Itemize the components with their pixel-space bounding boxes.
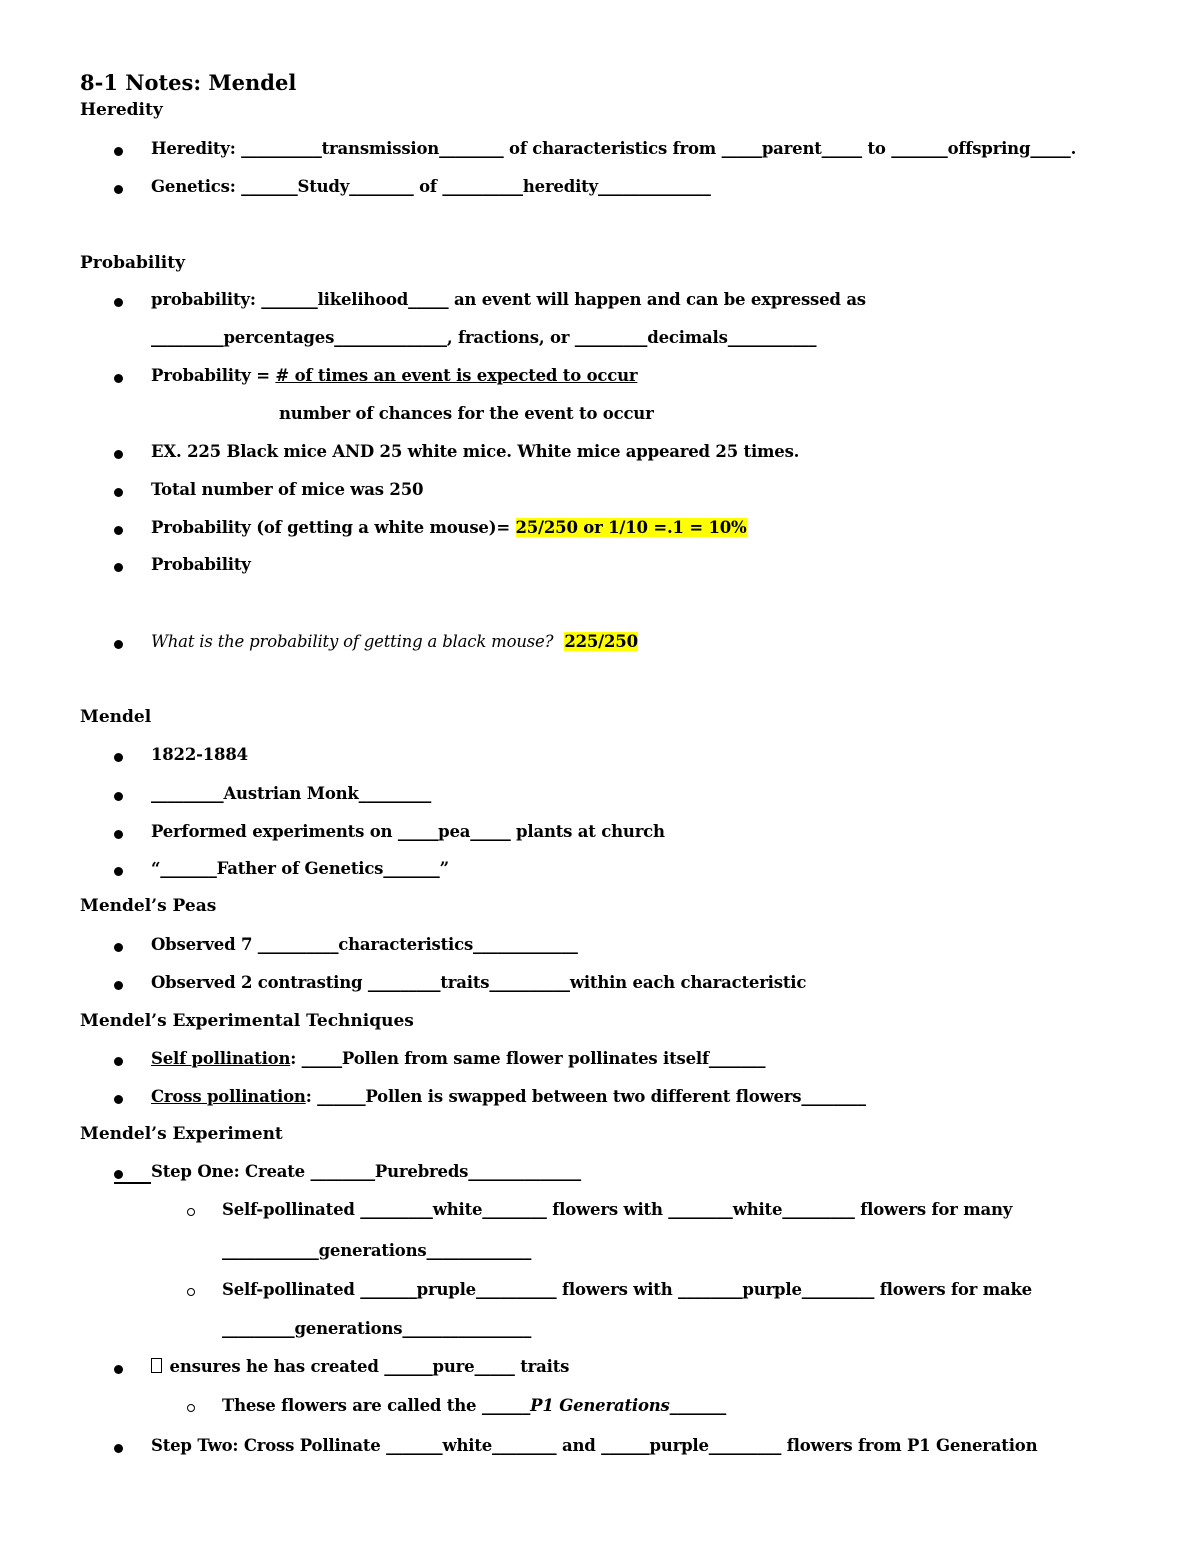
heading-techniques: Mendel’s Experimental Techniques [80,1011,414,1031]
ensures-text: ensures he has created ______pure_____ traits [169,1357,570,1376]
formula-prefix: Probability = [151,366,276,385]
example-probability [151,518,747,537]
probability-definition-cont: _________percentages______________, fractions, or _________decimals___________ [151,328,817,347]
mendel-title: “_______Father of Genetics_______” [151,859,449,878]
bullet-icon [114,298,123,307]
probability-label: Probability [151,555,251,574]
bullet-icon [114,1444,123,1453]
example-prob-answer: 25/250 or 1/10 =.1 = 10% [515,518,747,537]
bullet-icon [114,981,123,990]
peas-characteristics: Observed 7 __________characteristics_____________ [151,935,578,954]
black-mouse-question [151,632,638,651]
mendel-occupation: _________Austrian Monk_________ [151,784,432,803]
bullet-icon [114,185,123,194]
bullet-icon [114,1095,123,1104]
probability-definition: probability: _______likelihood_____ an event will happen and can be expressed as [151,290,866,309]
bullet-icon [114,753,123,762]
p1-term: P1 Generations [530,1396,670,1415]
heading-peas: Mendel’s Peas [80,896,217,916]
step-one-white: Self-pollinated _________white________ flowers with ________white_________ flowers for many [222,1200,1013,1219]
mendel-years: 1822-1884 [151,745,248,764]
bullet-icon [114,374,123,383]
heading-experiment: Mendel’s Experiment [80,1124,283,1144]
bullet-icon [114,867,123,876]
question-text: What is the probability of getting a black mouse? [151,632,554,651]
bullet-icon [114,830,123,839]
step-one-purple-cont: _________generations________________ [222,1319,532,1338]
step-one-white-cont: ____________generations_____________ [222,1241,532,1260]
self-pollination [151,1049,765,1068]
step-two: Step Two: Cross Pollinate _______white________ and ______purple_________ flowers from P1 Generation [151,1436,1038,1455]
example-total: Total number of mice was 250 [151,480,424,499]
self-pollination-def: : _____Pollen from same flower pollinates itself_______ [290,1049,766,1068]
bullet-icon [114,792,123,801]
p1-generation [222,1396,726,1415]
formula-numerator: # of times an event is expected to occur [275,366,638,385]
bullet-icon [114,1057,123,1066]
self-pollination-term: Self pollination [151,1049,291,1068]
p1-suffix: _______ [669,1396,726,1415]
bullet-icon [114,147,123,156]
example-prob-prefix: Probability (of getting a white mouse)= [151,518,516,537]
mendel-experiments: Performed experiments on _____pea_____ plants at church [151,822,665,841]
heredity-definition: Heredity: __________transmission________ of characteristics from _____parent_____ to _______offspring_____. [151,139,1077,158]
step-one-purple: Self-pollinated _______pruple__________ flowers with ________purple_________ flowers for make [222,1280,1032,1299]
bullet-icon [114,450,123,459]
underlined-bullet-icon [114,1165,151,1185]
example-mice: EX. 225 Black mice AND 25 white mice. White mice appeared 25 times. [151,442,800,461]
heading-probability: Probability [80,253,185,273]
page-title: 8-1 Notes: Mendel [80,70,297,95]
heading-heredity: Heredity [80,100,163,120]
cross-pollination-def: : ______Pollen is swapped between two different flowers________ [305,1087,866,1106]
bullet-icon [114,526,123,535]
cross-pollination [151,1087,866,1106]
genetics-definition: Genetics: _______Study________ of __________heredity______________ [151,177,711,196]
heading-mendel: Mendel [80,707,152,727]
question-answer: 225/250 [564,632,638,651]
bullet-icon [114,563,123,572]
bullet-icon [114,1365,123,1374]
bullet-icon [114,488,123,497]
cross-pollination-term: Cross pollination [151,1087,306,1106]
ensures-pure [151,1357,569,1376]
step-one: Step One: Create ________Purebreds______________ [151,1162,581,1181]
peas-traits: Observed 2 contrasting _________traits__________within each characteristic [151,973,807,992]
formula-denominator: number of chances for the event to occur [279,404,654,423]
p1-prefix: These flowers are called the ______ [222,1396,531,1415]
arrow-symbol-icon [151,1358,162,1373]
probability-formula [151,366,637,385]
bullet-icon [114,640,123,649]
circle-bullet-icon [187,1288,195,1296]
circle-bullet-icon [187,1208,195,1216]
circle-bullet-icon [187,1404,195,1412]
bullet-icon [114,943,123,952]
